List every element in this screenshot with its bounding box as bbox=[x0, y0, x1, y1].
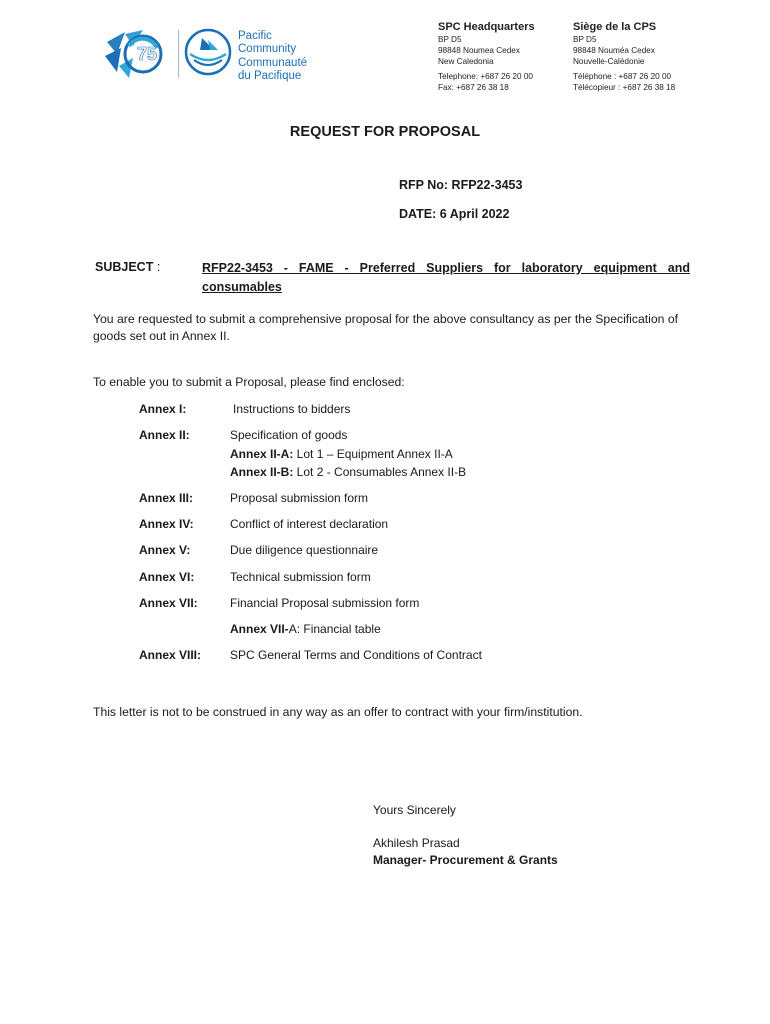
annex-text: Financial Proposal submission form bbox=[230, 596, 420, 610]
address-fr-fax: Télécopieur : +687 26 38 18 bbox=[573, 83, 676, 92]
intro-paragraph: You are requested to submit a comprehensive proposal for the above consultancy as per the Specification of goods set out in Annex II. bbox=[93, 312, 678, 343]
subject-label bbox=[95, 260, 160, 274]
annex-text: Due diligence questionnaire bbox=[230, 543, 379, 557]
address-fr-phone: Téléphone : +687 26 20 00 bbox=[573, 72, 672, 81]
subject-label-text: SUBJECT bbox=[95, 260, 154, 274]
enclosed-intro: To enable you to submit a Proposal, please find enclosed: bbox=[93, 375, 405, 389]
logo-text: 75 bbox=[137, 44, 158, 64]
anniversary-logo bbox=[103, 26, 175, 82]
annex-sub-text: Lot 1 – Equipment Annex II-A bbox=[293, 447, 453, 461]
annex-label: Annex III: bbox=[139, 491, 194, 505]
address-en-line: BP D5 bbox=[438, 35, 462, 44]
annex-text: Technical submission form bbox=[230, 570, 371, 584]
org-name-fr-1: Communauté bbox=[238, 57, 308, 69]
closing-note: This letter is not to be construed in any way as an offer to contract with your firm/institution. bbox=[93, 705, 583, 719]
subject-colon: : bbox=[153, 260, 161, 274]
annex-text: Instructions to bidders bbox=[233, 402, 351, 416]
annex-label: Annex V: bbox=[139, 543, 191, 557]
address-en-phone: Telephone: +687 26 20 00 bbox=[438, 72, 533, 81]
signatory-position: Manager- Procurement & Grants bbox=[373, 853, 558, 867]
annex-sub-item bbox=[230, 445, 453, 463]
annex-label: Annex VI: bbox=[139, 570, 195, 584]
logo-divider bbox=[178, 30, 179, 78]
salutation: Yours Sincerely bbox=[373, 803, 456, 817]
annex-label: Annex VII: bbox=[139, 596, 198, 610]
address-en-line: New Caledonia bbox=[438, 57, 494, 66]
address-fr-line: 98848 Nouméa Cedex bbox=[573, 46, 655, 55]
address-fr-line: BP D5 bbox=[573, 35, 597, 44]
address-french bbox=[573, 20, 675, 93]
address-fr-line: Nouvelle-Calédonie bbox=[573, 57, 645, 66]
org-name-en-2: Community bbox=[238, 42, 297, 55]
document-title: REQUEST FOR PROPOSAL bbox=[289, 124, 481, 140]
annex-text: SPC General Terms and Conditions of Contract bbox=[230, 648, 482, 662]
subject-text: RFP22-3453 - FAME - Preferred Suppliers for laboratory equipment and consumables bbox=[202, 261, 690, 294]
rfp-number: RFP No: RFP22-3453 bbox=[399, 178, 523, 192]
annex-text: Proposal submission form bbox=[230, 491, 369, 505]
annex-label: Annex II: bbox=[139, 428, 190, 442]
annex-sub-label: Annex VII- bbox=[230, 622, 289, 636]
annex-sub-text: A: Financial table bbox=[288, 622, 381, 636]
annex-sub-label: Annex II-A: bbox=[230, 447, 294, 461]
annex-sub-label: Annex II-B: bbox=[230, 465, 294, 479]
signatory-name: Akhilesh Prasad bbox=[373, 836, 460, 850]
annex-label: Annex I: bbox=[139, 402, 187, 416]
spc-logo bbox=[184, 28, 232, 76]
org-name bbox=[238, 30, 307, 82]
address-en-line: 98848 Noumea Cedex bbox=[438, 46, 520, 55]
annex-label: Annex VIII: bbox=[139, 648, 202, 662]
address-en-fax: Fax: +687 26 38 18 bbox=[438, 83, 509, 92]
annex-sub-text: Lot 2 - Consumables Annex II-B bbox=[293, 465, 467, 479]
document-date: DATE: 6 April 2022 bbox=[399, 207, 510, 221]
annex-text: Specification of goods bbox=[230, 428, 348, 442]
org-name-en-1: Pacific bbox=[238, 30, 272, 42]
org-name-fr-2: du Pacifique bbox=[238, 69, 302, 82]
address-en-title: SPC Headquarters bbox=[438, 21, 535, 33]
address-english bbox=[438, 20, 535, 93]
annex-label: Annex IV: bbox=[139, 517, 194, 531]
annex-sub-item bbox=[230, 463, 466, 481]
address-fr-title: Siège de la CPS bbox=[573, 21, 657, 33]
annex-text: Conflict of interest declaration bbox=[230, 517, 389, 531]
annex-sub-item bbox=[230, 620, 381, 638]
